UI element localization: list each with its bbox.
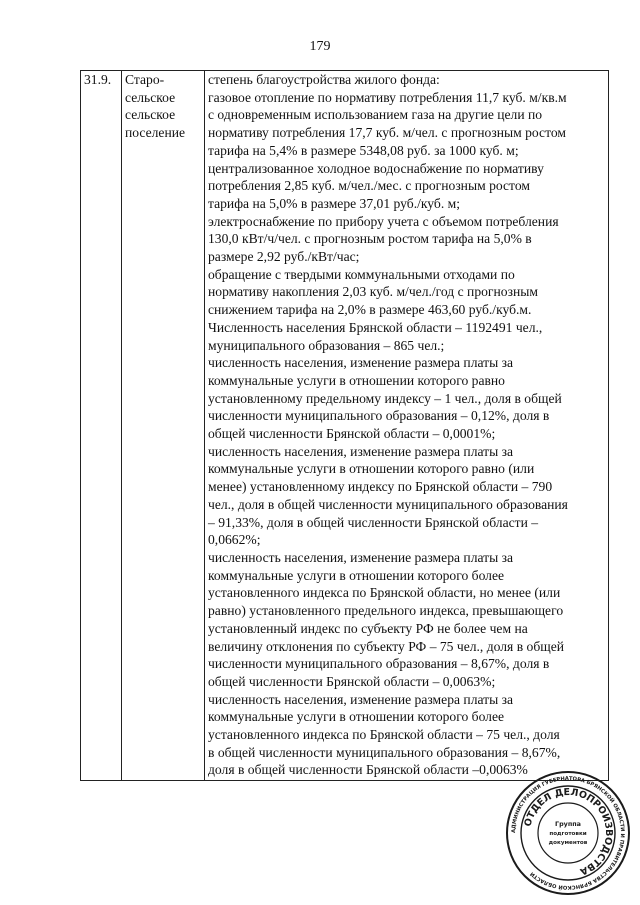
- settlement-name-line: Старо-: [125, 72, 165, 87]
- settlement-name-line: поселение: [125, 125, 186, 141]
- description-line: нормативу потребления 17,7 куб. м/чел. с прогнозным ростом: [208, 125, 566, 141]
- description-line: тарифа на 5,4% в размере 5348,08 руб. за 1000 куб. м;: [208, 142, 519, 158]
- description-line: численность населения, изменение размера платы за: [208, 443, 514, 459]
- description-line: численность населения, изменение размера платы за: [208, 355, 514, 371]
- description-line: 0,0662%;: [208, 532, 261, 548]
- description-line: электроснабжение по прибору учета с объемом потребления: [208, 213, 559, 229]
- description-line: численности муниципального образования – 0,12%, доля в: [208, 408, 550, 424]
- page-number: 179: [309, 39, 331, 54]
- description-line: коммунальные услуги в отношении которого равно: [208, 372, 505, 388]
- description-line: численности муниципального образования – 8,67%, доля в: [208, 656, 550, 672]
- row-number: 31.9.: [81, 71, 122, 781]
- settlement-name-line: сельское: [125, 89, 176, 105]
- description-line: нормативу накопления 2,03 куб. м/чел./год с прогнозным: [208, 284, 538, 300]
- description-line: равно) установленного предельного индекса, превышающего: [208, 603, 564, 619]
- description-line: муниципального образования – 865 чел.;: [208, 337, 445, 353]
- office-stamp: [505, 770, 631, 896]
- description-line: установленного индекса по Брянской области, но менее (или: [208, 585, 561, 601]
- description-line: величину отклонения по субъекту РФ – 75 чел., доля в общей: [208, 638, 565, 654]
- stamp-center-line: Группа: [555, 820, 581, 828]
- utility-description: [205, 71, 609, 781]
- description-line: снижением тарифа на 2,0% в размере 463,60 руб./куб.м.: [208, 302, 532, 318]
- description-line: потребления 2,85 куб. м/чел./мес. с прогнозным ростом: [208, 178, 530, 194]
- description-line: численность населения, изменение размера платы за: [208, 691, 514, 707]
- description-line: обращение с твердыми коммунальными отходами по: [208, 266, 515, 282]
- stamp-center-line: документов: [548, 840, 588, 846]
- description-line: – 91,33%, доля в общей численности Брянской области –: [208, 514, 539, 530]
- description-line: в общей численности муниципального образования – 8,67%,: [208, 744, 561, 760]
- description-line: общей численности Брянской области – 0,0001%;: [208, 426, 496, 442]
- description-line: централизованное холодное водоснабжение по нормативу: [208, 160, 544, 176]
- description-line: установленный индекс по субъекту РФ не более чем на: [208, 620, 528, 636]
- description-line: коммунальные услуги в отношении которого более: [208, 567, 505, 583]
- description-line: с одновременным использованием газа на другие цели по: [208, 107, 543, 123]
- description-line: установленного индекса по Брянской области – 75 чел., доля: [208, 727, 560, 743]
- description-line: газовое отопление по нормативу потребления 11,7 куб. м/кв.м: [208, 89, 567, 105]
- description-line: численность населения, изменение размера платы за: [208, 549, 514, 565]
- description-line: тарифа на 5,0% в размере 37,01 руб./куб. м;: [208, 195, 460, 211]
- settlement-name-line: сельское: [125, 107, 176, 123]
- description-line: коммунальные услуги в отношении которого более: [208, 709, 505, 725]
- description-line: степень благоустройства жилого фонда:: [208, 72, 440, 87]
- description-line: чел., доля в общей численности муниципального образования: [208, 496, 568, 512]
- description-line: коммунальные услуги в отношении которого равно (или: [208, 461, 535, 477]
- stamp-center-line: подготовки: [549, 831, 587, 837]
- description-line: 130,0 кВт/ч/чел. с прогнозным ростом тарифа на 5,0% в: [208, 231, 532, 247]
- stamp-outer-text: АДМИНИСТРАЦИЯ ГУБЕРНАТОРА БРЯНСКОЙ ОБЛАСТИ И ПРАВИТЕЛЬСТВА БРЯНСКОЙ ОБЛАСТИ: [510, 775, 626, 891]
- description-line: Численность населения Брянской области – 1192491 чел.,: [208, 319, 543, 335]
- description-line: размере 2,92 руб./кВт/час;: [208, 249, 360, 265]
- document-table: [80, 70, 609, 781]
- settlement-name: [122, 71, 205, 781]
- description-line: доля в общей численности Брянской области –0,0063%: [208, 762, 528, 778]
- description-line: общей численности Брянской области – 0,0063%;: [208, 673, 496, 689]
- description-line: установленному предельному индексу – 1 чел., доля в общей: [208, 390, 562, 406]
- description-line: менее) установленному индексу по Брянской области – 790: [208, 479, 553, 495]
- stamp-inner-text: ОТДЕЛ ДЕЛОПРОИЗВОДСТВА: [522, 786, 615, 877]
- table-row: [81, 71, 609, 781]
